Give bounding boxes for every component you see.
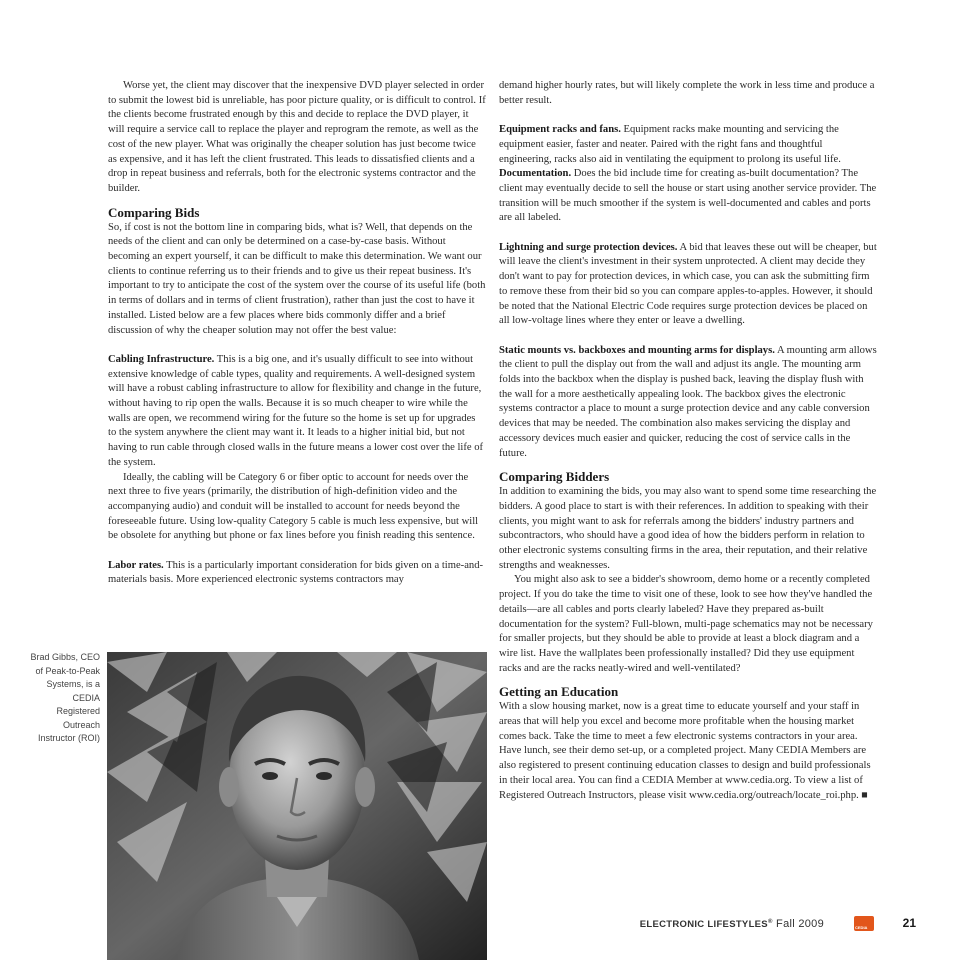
- cabling-paragraph: [108, 353, 486, 471]
- page-footer: [600, 916, 920, 932]
- labor-lead: Labor rates.: [108, 559, 164, 571]
- racks-lead: Equipment racks and fans.: [499, 124, 621, 136]
- cedia-logo-icon: [854, 916, 874, 931]
- cabling-text: This is a big one, and it's usually difficult to see into without extensive knowledge of cable types, quality and requirements. A well-designed system will have a robust cabling infrastructure to allow for flexibility and change in the future, without having to rip open the walls. Because it is so much cheaper to wire while the walls are open, we recommend wiring for the future so the home is set up for upgrades to the system anywhere the client may want it. It leads to a higher initial bid, but not having to run cable through closed walls in the future means a lower cost over the life of the system.: [108, 353, 484, 468]
- labor-continued-paragraph: demand higher hourly rates, but will likely complete the work in less time and produce a better result.: [499, 80, 875, 106]
- mounts-paragraph: [499, 344, 877, 462]
- labor-text: This is a particularly important consideration for bids given on a time-and-materials basis. More experienced electronic systems contractors may: [108, 559, 484, 586]
- documentation-text: Does the bid include time for creating as-built documentation? The client may eventually decide to sell the house or start using another service provider. The transition will be much smoother if the system is well-documented and cables and ports are all labeled.: [499, 168, 877, 224]
- left-column: [108, 79, 486, 588]
- documentation-paragraph: [499, 167, 877, 226]
- mounts-text: A mounting arm allows the client to pull the display out from the wall and adjust its angle. The mounting arm folds into the backbox when the display is pushed back, leaving the display flush with the wall for a more aesthetically appealing look. The backbox gives the electronic systems contractor a place to mount a surge protection device and any cable conversion devices that may be needed. The combination also makes servicing the display and accessory devices much easier and quicker, reducing the cost of service calls in the future.: [499, 344, 877, 459]
- magazine-title: [640, 918, 824, 930]
- cabling-lead: Cabling Infrastructure.: [108, 353, 215, 365]
- author-photo: [107, 652, 487, 960]
- racks-paragraph: [499, 123, 877, 167]
- lightning-text: A bid that leaves these out will be cheaper, but will leave the client's investment in their system unprotected. A client may decide they don't want to pay for protection devices, in which case, you can ask the submitting firm to remove these from their bid so you can compare apples-to-apples. However, it should be noted that the National Electric Code requires surge protection devices be placed on all low-voltage lines where they enter or leave a dwelling.: [499, 241, 877, 327]
- right-column: [499, 79, 877, 803]
- photo-caption: Brad Gibbs, CEO of Peak-to-Peak Systems, is a CEDIA Registered Outreach Instructor (ROI): [30, 652, 100, 743]
- lightning-lead: Lightning and surge protection devices.: [499, 241, 678, 253]
- comparing-bids-paragraph: So, if cost is not the bottom line in comparing bids, what is? Well, that depends on the needs of the client and can only be determined on a case-by-case basis. Without becoming an expert yourself, it can be difficult to make this determination. We want our clients to continue referring us to their friends and to give us their repeat business. It's important to try to anticipate the cost of the system over the course of its useful life (both in terms of dollars and in terms of client frustration), rather than just the cost to have it installed. Listed below are a few places where bids commonly differ and a brief discussion of why the cheaper solution may not offer the best value:: [108, 221, 486, 336]
- racks-text: Equipment racks make mounting and servicing the equipment easier, faster and neater. Paired with the right fans and thoughtful engineering, racks also aid in ventilating the equipment to prolong its useful life.: [499, 124, 841, 165]
- magazine-name: ELECTRONIC LIFESTYLES: [639, 919, 768, 930]
- cedia-logo-text: CEDIA: [855, 925, 868, 930]
- author-portrait-image: [107, 652, 487, 960]
- page-number: 21: [902, 916, 916, 930]
- registered-mark: ®: [767, 918, 773, 925]
- issue-season: Fall 2009: [772, 918, 824, 930]
- intro-paragraph: Worse yet, the client may discover that the inexpensive DVD player selected in order to submit the lowest bid is unreliable, has poor picture quality, or is difficult to control. If the clients become frustrated enough by this and decide to replace the DVD player, it will require a service call to replace the player and reprogram the remote, as well as the cost of the new player. What was originally the cheaper solution has just become twice as expensive, and it has left the client frustrated. This leads to dissatisfied clients and a drop in repeat business and referrals, both for the electronic systems contractor and the builder.: [108, 80, 486, 194]
- bidders-paragraph: In addition to examining the bids, you may also want to spend some time researching the bidders. A good place to start is with their references. In addition to speaking with their clients, you might want to ask for referrals among the bidders' industry partners and subcontractors, who should have a good idea of how the bidders perform in relation to other electronic systems consulting firms in the area, their reputation, and their relative strengths and weaknesses.: [499, 486, 877, 571]
- comparing-bids-heading: Comparing Bids: [108, 204, 200, 220]
- education-paragraph: With a slow housing market, now is a great time to educate yourself and your staff in areas that will help you excel and become more profitable when the housing market comes back. Take the time to meet a few electronic systems contractors in your area. Have lunch, see their demo set-up, or a completed project. Many CEDIA Members are also registered to present continuing education classes to design and build professionals in their local area. You can find a CEDIA Member at www.cedia.org. To view a list of Registered Outreach Instructors, please visit www.cedia.org/outreach/locate_roi.php. ■: [499, 701, 871, 801]
- mounts-lead: Static mounts vs. backboxes and mounting arms for displays.: [499, 344, 775, 356]
- cabling-paragraph-2: Ideally, the cabling will be Category 6 or fiber optic to account for needs over the next three to five years (primarily, the distribution of high-definition video and the accompanying audio) and conduit will be installed to account for needs beyond the foreseeable future. Using low-quality Category 5 cable is much less expensive, but will be obsolete for anything but phone or fax lines before you finish reading this sentence.: [108, 471, 479, 542]
- lightning-paragraph: [499, 241, 877, 329]
- education-heading: Getting an Education: [499, 684, 619, 700]
- labor-paragraph: [108, 559, 486, 588]
- bidders-paragraph-2: You might also ask to see a bidder's showroom, demo home or a recently completed project. If you do take the time to visit one of these, look to see how they've handled the details—are all cables and ports clearly labeled? Have they prepared as-built documentation for the system? Full-blown, multi-page schematics may not be necessary for smaller projects, but they should be able to provide at least a block diagram and a wire list. Have the wallplates been professionally installed? Did they use equipment racks and are the racks neatly-wired and well-ventilated?: [499, 574, 873, 674]
- comparing-bidders-heading: Comparing Bidders: [499, 469, 610, 485]
- documentation-lead: Documentation.: [499, 168, 572, 180]
